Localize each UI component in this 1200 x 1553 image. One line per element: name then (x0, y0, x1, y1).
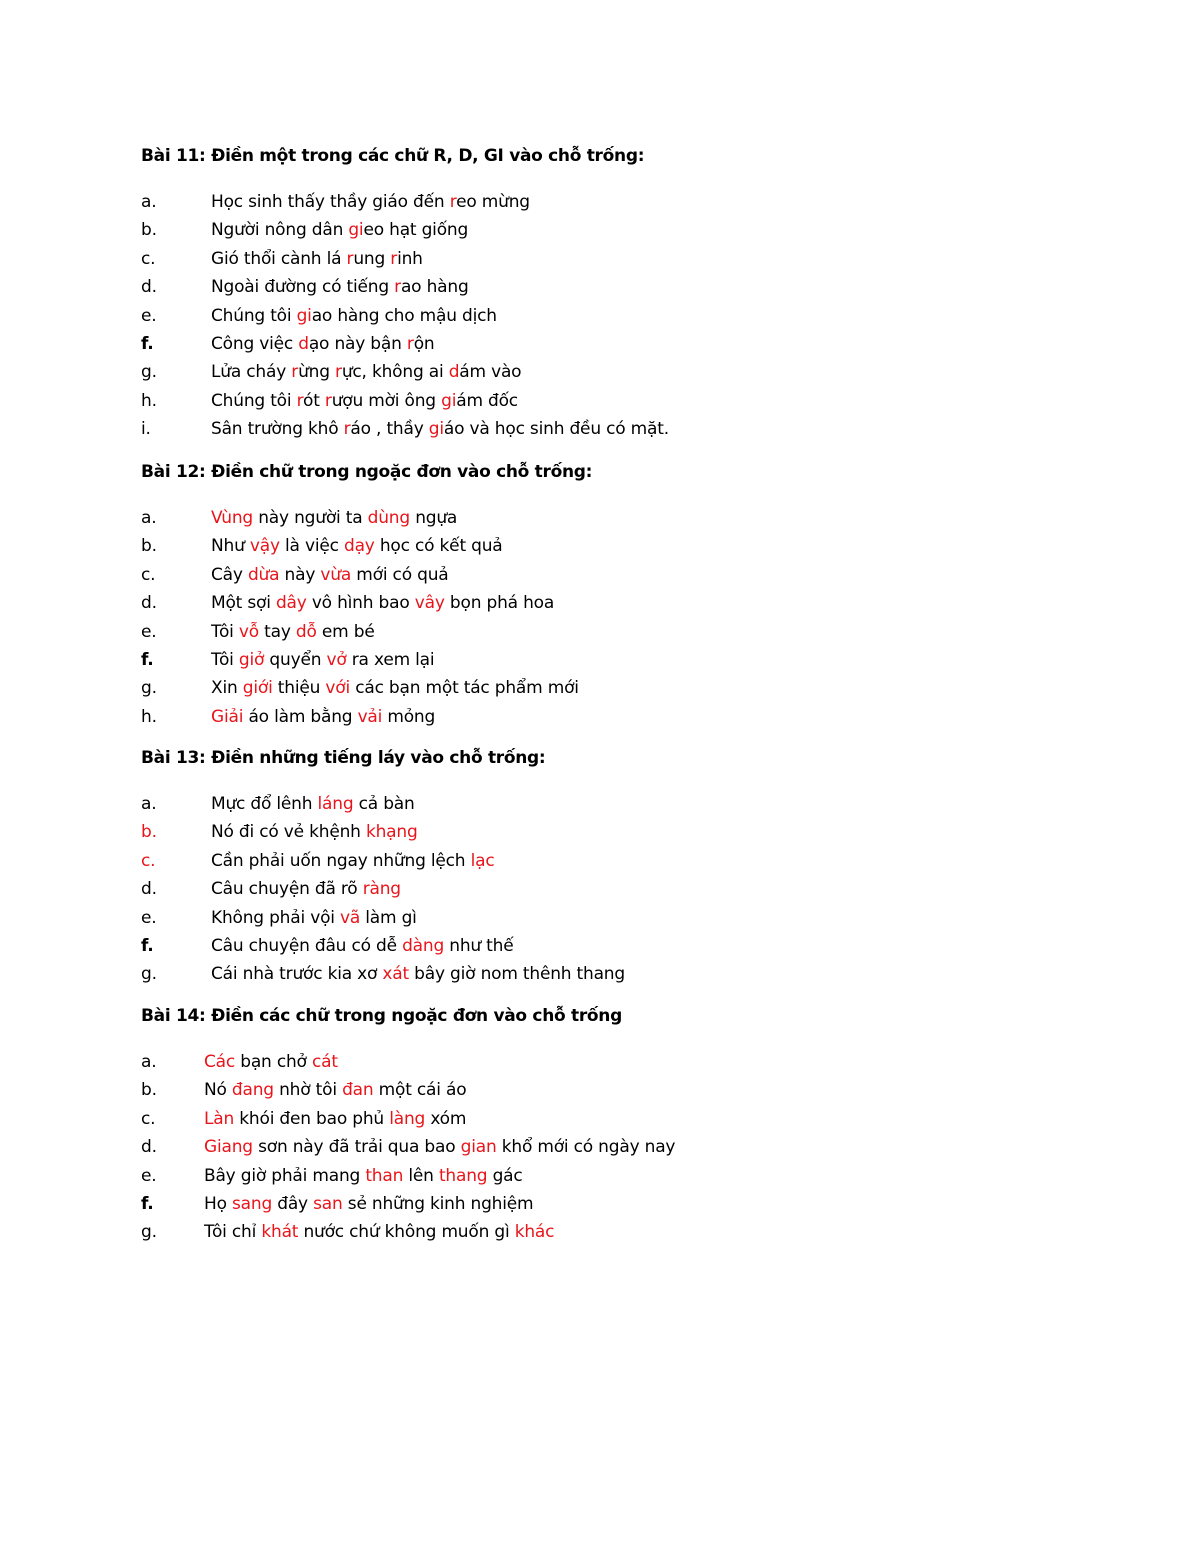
answer-fill: Vùng (211, 508, 254, 528)
text-segment: Nó đi có vẻ khệnh (211, 822, 366, 843)
text-segment: Bây giờ phải mang (204, 1165, 366, 1186)
list-item (141, 415, 1160, 443)
item-text (211, 216, 468, 244)
text-segment: Chúng tôi (211, 305, 297, 326)
item-text (204, 1105, 466, 1133)
exercise-11 (141, 144, 1160, 444)
text-segment: Không phải vội (211, 907, 340, 928)
list-marker: b. (141, 536, 157, 557)
exercise-list (141, 504, 1160, 731)
text-segment: ám vào (459, 362, 522, 383)
exercise-title: Bài 12: Điền chữ trong ngoặc đơn vào chỗ trống: (141, 462, 593, 482)
answer-fill: gian (460, 1137, 497, 1158)
answer-fill: giới (242, 678, 273, 699)
answer-fill: r (343, 419, 351, 440)
text-segment: eo mừng (456, 192, 530, 212)
answer-fill: khát (261, 1222, 299, 1243)
text-segment: đây (272, 1194, 314, 1215)
item-text (211, 646, 434, 674)
text-segment: ừng (298, 362, 336, 383)
text-segment: eo hạt giống (363, 220, 469, 241)
answer-fill: Giải (211, 706, 244, 727)
text-segment: áo và học sinh đều có mặt. (443, 419, 669, 440)
answer-fill: láng (317, 794, 354, 814)
exercise-list (141, 1048, 1160, 1247)
text-segment: Một sợi (211, 593, 276, 614)
answer-fill: gi (348, 220, 364, 241)
list-marker: b. (141, 1080, 157, 1101)
list-marker: g. (141, 1222, 157, 1243)
text-segment: thiệu (272, 678, 326, 699)
text-segment: áo làm bằng (243, 706, 358, 727)
answer-fill: Các (204, 1052, 236, 1072)
answer-fill: dỗ (295, 621, 317, 642)
item-text (211, 532, 503, 560)
list-item (141, 674, 1160, 702)
list-item (141, 216, 1160, 244)
answer-fill: dàng (402, 936, 445, 957)
exercise-list (141, 790, 1160, 989)
text-segment: ám đốc (456, 390, 518, 411)
answer-fill: sang (232, 1194, 273, 1215)
text-segment: ót (303, 390, 325, 411)
list-item (141, 1105, 1160, 1133)
text-segment: Cây (211, 564, 248, 585)
exercise-title: Bài 14: Điền các chữ trong ngoặc đơn vào chỗ trống (141, 1006, 622, 1026)
list-item (141, 790, 1160, 818)
text-segment: khói đen bao phủ (234, 1108, 390, 1129)
text-segment: khổ mới có ngày nay (496, 1137, 676, 1158)
answer-fill: r (346, 248, 354, 269)
answer-fill: dạy (343, 536, 375, 557)
answer-fill: vã (340, 907, 361, 928)
list-marker: d. (141, 277, 157, 298)
list-marker: d. (141, 1137, 157, 1158)
list-marker: c. (141, 248, 156, 269)
answer-fill: Làn (204, 1108, 235, 1129)
text-segment: Chúng tôi (211, 390, 297, 411)
answer-fill: d (298, 334, 309, 355)
answer-fill: r (390, 248, 398, 269)
text-segment: bọn phá hoa (444, 593, 555, 614)
item-text (204, 1133, 675, 1161)
exercise-12 (141, 460, 1160, 731)
item-text (211, 273, 469, 301)
list-item (141, 1162, 1160, 1190)
list-item (141, 818, 1160, 846)
list-marker: h. (141, 390, 157, 411)
list-item (141, 358, 1160, 386)
answer-fill: r (291, 362, 299, 383)
item-text (211, 904, 417, 932)
text-segment: Câu chuyện đâu có dễ (211, 936, 403, 957)
answer-fill: r (324, 390, 332, 411)
text-segment: Tôi (211, 621, 239, 642)
list-item (141, 1133, 1160, 1161)
list-item (141, 932, 1160, 960)
text-segment: mới có quả (351, 564, 449, 585)
list-marker: a. (141, 192, 157, 212)
list-marker: d. (141, 879, 157, 900)
item-text (204, 1190, 533, 1218)
text-segment: Ngoài đường có tiếng (211, 277, 395, 298)
answer-fill: vậy (249, 536, 280, 557)
text-segment: ực, không ai (341, 362, 449, 383)
text-segment: Xin (211, 678, 243, 699)
answer-fill: gi (296, 305, 312, 326)
item-text (211, 387, 518, 415)
text-segment: xóm (425, 1108, 467, 1129)
text-segment: lên (403, 1165, 439, 1186)
list-marker: i. (141, 419, 151, 440)
list-item (141, 1076, 1160, 1104)
list-item (141, 1218, 1160, 1246)
text-segment: tay (258, 621, 296, 642)
item-text (211, 818, 418, 846)
text-segment: bây giờ nom thênh thang (408, 964, 625, 985)
answer-fill: r (406, 334, 414, 355)
list-item (141, 561, 1160, 589)
list-marker: c. (141, 850, 156, 871)
item-text (211, 589, 554, 617)
list-item (141, 387, 1160, 415)
text-segment: sẻ những kinh nghiệm (342, 1194, 534, 1215)
text-segment: ộn (413, 334, 435, 355)
exercise-title: Bài 11: Điền một trong các chữ R, D, GI vào chỗ trống: (141, 146, 645, 166)
list-item (141, 245, 1160, 273)
text-segment: Sân trường khô (211, 419, 344, 440)
text-segment: Câu chuyện đã rõ (211, 879, 363, 900)
list-item (141, 646, 1160, 674)
item-text (211, 358, 521, 386)
answer-fill: vỗ (238, 621, 259, 642)
list-marker: f. (141, 650, 154, 671)
list-item (141, 330, 1160, 358)
answer-fill: cát (311, 1052, 338, 1072)
item-text (211, 330, 434, 358)
answer-fill: gi (441, 390, 457, 411)
text-segment: các bạn một tác phẩm mới (350, 678, 579, 699)
list-item (141, 1048, 1160, 1076)
list-marker: h. (141, 706, 157, 727)
list-marker: e. (141, 621, 157, 642)
answer-fill: xát (382, 964, 409, 985)
answer-fill: vừa (320, 564, 352, 585)
text-segment: vô hình bao (306, 593, 415, 614)
list-marker: c. (141, 1108, 156, 1129)
text-segment: Học sinh thấy thầy giáo đến (211, 192, 450, 212)
list-marker: f. (141, 1194, 154, 1215)
text-segment: Mực đổ lênh (211, 794, 318, 814)
list-item (141, 618, 1160, 646)
answer-fill: r (449, 192, 457, 212)
text-segment: mỏng (382, 706, 436, 727)
item-text (211, 618, 375, 646)
answer-fill: giở (238, 650, 265, 671)
list-item (141, 532, 1160, 560)
answer-fill: san (313, 1194, 343, 1215)
list-item (141, 847, 1160, 875)
item-text (204, 1218, 554, 1246)
answer-fill: vở (326, 650, 347, 671)
list-item (141, 703, 1160, 731)
item-text (211, 703, 435, 731)
text-segment: Tôi chỉ (204, 1222, 262, 1243)
item-text (211, 875, 401, 903)
list-marker: e. (141, 1165, 157, 1186)
answer-fill: vây (414, 593, 445, 614)
text-segment: Nó (204, 1080, 232, 1101)
text-segment: một cái áo (373, 1080, 467, 1101)
text-segment: inh (397, 248, 423, 269)
item-text (211, 415, 669, 443)
text-segment: em bé (316, 621, 375, 642)
answer-fill: khác (514, 1222, 555, 1243)
list-marker: f. (141, 334, 154, 355)
text-segment: gác (487, 1165, 523, 1186)
item-text (211, 561, 449, 589)
list-item (141, 875, 1160, 903)
list-marker: e. (141, 907, 157, 928)
answer-fill: làng (389, 1108, 426, 1129)
text-segment: Gió thổi cành lá (211, 248, 347, 269)
exercise-title: Bài 13: Điền những tiếng láy vào chỗ trống: (141, 748, 546, 768)
list-item (141, 960, 1160, 988)
text-segment: ra xem lại (346, 650, 435, 671)
item-text (211, 932, 513, 960)
list-marker: b. (141, 220, 157, 241)
item-text (211, 188, 530, 216)
text-segment: Như (211, 536, 250, 557)
list-item (141, 188, 1160, 216)
text-segment: như thế (444, 936, 514, 957)
answer-fill: vải (357, 706, 383, 727)
text-segment: sơn này đã trải qua bao (252, 1137, 461, 1158)
item-text (211, 960, 625, 988)
item-text (211, 790, 415, 818)
text-segment: áo , thầy (350, 419, 429, 440)
answer-fill: dùng (367, 508, 410, 528)
text-segment: học có kết quả (374, 536, 503, 557)
text-segment: Cần phải uốn ngay những lệch (211, 850, 471, 871)
text-segment: Tôi (211, 650, 239, 671)
exercise-14 (141, 1004, 1160, 1247)
item-text (211, 302, 497, 330)
text-segment: Công việc (211, 334, 299, 355)
answer-fill: dây (275, 593, 307, 614)
text-segment: quyển (264, 650, 327, 671)
text-segment: nước chứ không muốn gì (298, 1222, 515, 1243)
item-text (211, 847, 494, 875)
list-marker: g. (141, 362, 157, 383)
item-text (211, 674, 579, 702)
list-marker: a. (141, 1052, 157, 1072)
text-segment: ạo này bận (308, 334, 407, 355)
list-marker: b. (141, 822, 157, 843)
list-item (141, 1190, 1160, 1218)
text-segment: bạn chở (235, 1052, 312, 1072)
item-text (211, 245, 423, 273)
list-item (141, 904, 1160, 932)
answer-fill: với (325, 678, 350, 699)
text-segment: ượu mời ông (331, 390, 442, 411)
answer-fill: r (394, 277, 401, 298)
text-segment: ung (353, 248, 391, 269)
list-marker: a. (141, 508, 157, 528)
answer-fill: đan (342, 1080, 374, 1101)
text-segment: ngựa (409, 508, 458, 528)
answer-fill: r (335, 362, 342, 383)
answer-fill: đang (231, 1080, 274, 1101)
list-marker: d. (141, 593, 157, 614)
text-segment: là việc (279, 536, 344, 557)
list-marker: c. (141, 564, 156, 585)
item-text (204, 1076, 466, 1104)
text-segment: làm gì (360, 907, 417, 928)
list-marker: g. (141, 964, 157, 985)
text-segment: này (279, 564, 321, 585)
text-segment: Họ (204, 1194, 232, 1215)
list-marker: e. (141, 305, 157, 326)
list-marker: a. (141, 794, 157, 814)
answer-fill: Giang (204, 1137, 253, 1158)
answer-fill: dừa (247, 564, 280, 585)
list-item (141, 504, 1160, 532)
text-segment: Người nông dân (211, 220, 349, 241)
answer-fill: lạc (470, 850, 495, 871)
text-segment: này người ta (253, 508, 368, 528)
text-segment: ao hàng (400, 277, 469, 298)
answer-fill: than (365, 1165, 404, 1186)
item-text (204, 1048, 338, 1076)
item-text (211, 504, 457, 532)
text-segment: cả bàn (353, 794, 415, 814)
list-item (141, 589, 1160, 617)
list-item (141, 302, 1160, 330)
exercise-13 (141, 746, 1160, 989)
item-text (204, 1162, 523, 1190)
list-marker: g. (141, 678, 157, 699)
text-segment: Lửa cháy (211, 362, 292, 383)
answer-fill: d (448, 362, 460, 383)
text-segment: nhờ tôi (273, 1080, 343, 1101)
answer-fill: khạng (365, 822, 418, 843)
text-segment: Cái nhà trước kia xơ (211, 964, 383, 985)
list-marker: f. (141, 936, 154, 957)
exercise-list (141, 188, 1160, 444)
answer-fill: gi (428, 419, 444, 440)
answer-fill: r (296, 390, 304, 411)
text-segment: ao hàng cho mậu dịch (311, 305, 497, 326)
list-item (141, 273, 1160, 301)
answer-fill: thang (438, 1165, 488, 1186)
answer-fill: ràng (362, 879, 401, 900)
